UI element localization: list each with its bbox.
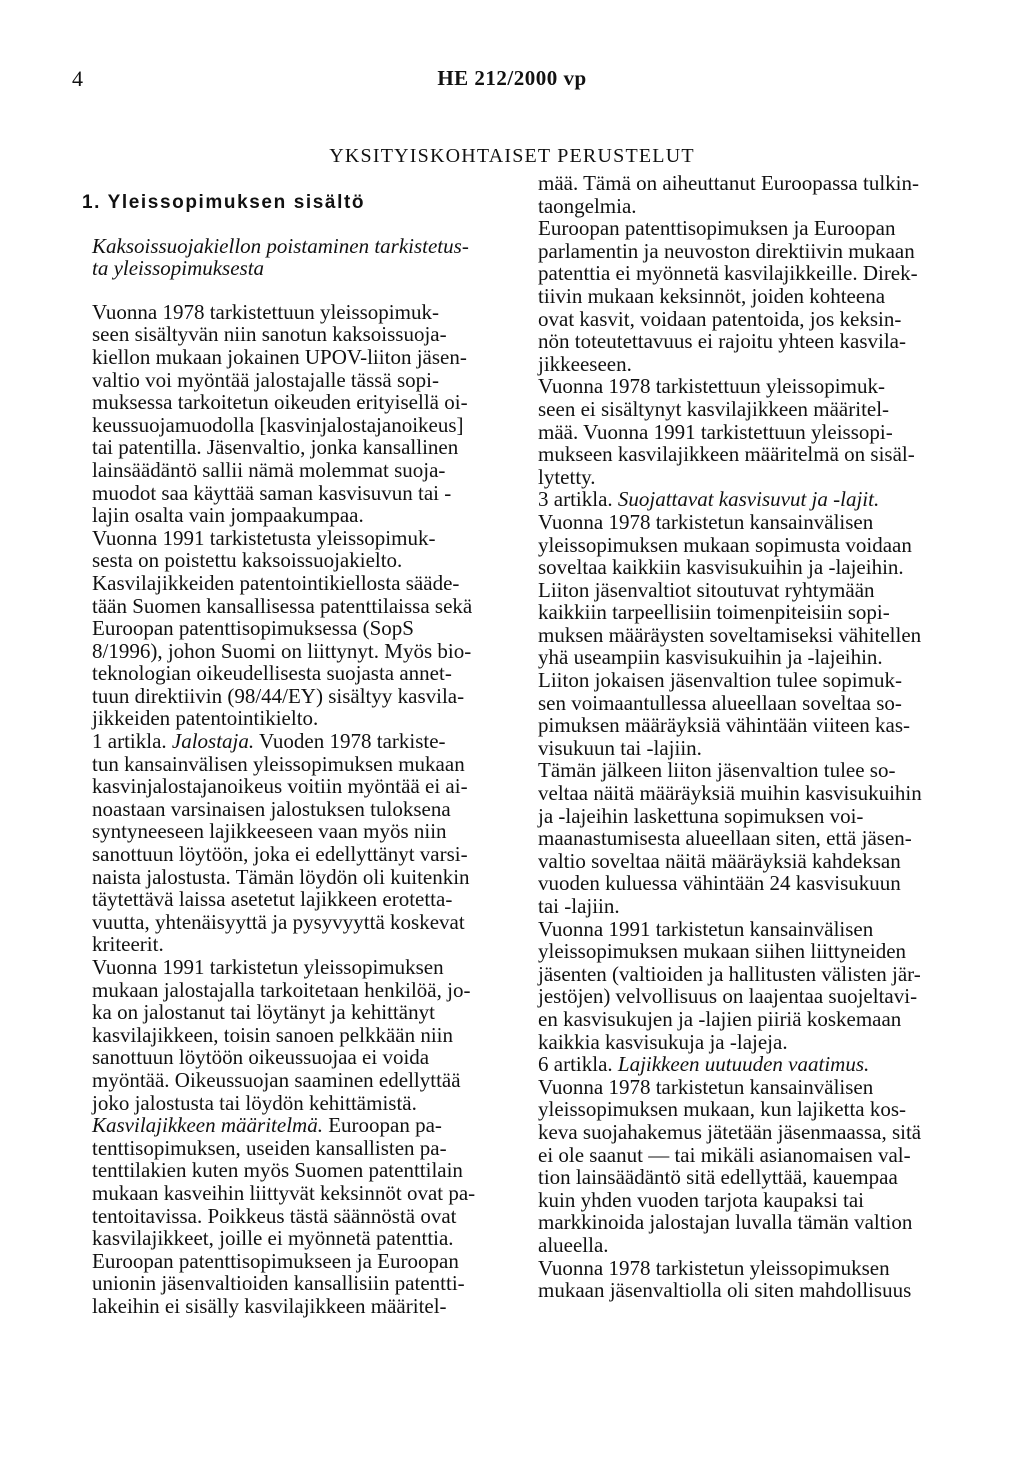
paragraph xyxy=(538,488,970,578)
subheading: Kaksoissuojakiellon poistaminen tarkistetus- ta yleissopimuksesta xyxy=(92,233,469,281)
article-label: 6 artikla. xyxy=(538,1052,618,1077)
paragraph xyxy=(92,730,506,956)
paragraph: Vuonna 1978 tarkistettuun yleissopimuk- seen ei sisältynyt kasvilajikkeen määritel- mää. Vuonna 1991 tarkistettuun yleissopi- mukseen kasvilajikkeen määritelmä on sisäl- lytetty. xyxy=(538,374,915,489)
paragraph: Liiton jokaisen jäsenvaltion tulee sopimuk- sen voimaantullessa alueellaan soveltaa so- pimuksen määräyksiä vähintään viiteen kas- visukuun tai -lajiin. xyxy=(538,668,911,760)
paragraph: Vuonna 1978 tarkistettuun yleissopimuk- seen sisältyvän niin sanotun kaksoissuoja- kiellon mukaan jokainen UPOV-liiton jäsen- valtio voi myöntää jalostajalle tässä sopi- muksessa tarkoitetun oikeuden erityisellä oi- keussuojamuodolla [kasvinjalostajanoikeus] tai patentilla. Jäsenvaltio, jonka kansallinen lainsäädäntö sallii nämä molemmat suoja- muodot saa käyttää saman kasvisuvun tai - lajin osalta vain jompaakumpaa. xyxy=(92,299,468,528)
paragraph-text: Vuoden 1978 tarkiste- tun kansainvälisen yleissopimuksen mukaan kasvinjalostajanoikeus voitiin myöntää ei ai- noastaan varsinaisen jalostuksen tuloksena syntyneeseen lajikkeeseen vaan myös niin sanottuun löytöön, joka ei edellyttänyt varsi- naista jalostusta. Tämän löydön oli kuitenkin täytettävä laissa asetetut lajikkeen erotetta- vuutta, yhtenäisyyttä ja pysyvyyttä koskevat kriteerit. xyxy=(92,729,470,957)
article-title: Lajikkeen uutuuden vaatimus. xyxy=(617,1052,870,1077)
article-title: Jalostaja. xyxy=(171,729,255,754)
paragraph: Kasvilajikkeiden patentointikiellosta sääde- tään Suomen kansallisessa patenttilaissa sekä Euroopan patenttisopimuksessa (SopS 8/1996), johon Suomi on liittynyt. Myös bio- teknologian oikeudellisesta suojasta annet- tuun direktiivin (98/44/EY) sisältyy kasvila- jikkeiden patentointikielto. xyxy=(92,570,473,731)
paragraph-title: Kasvilajikkeen määritelmä. xyxy=(92,1113,323,1138)
paragraph: Vuonna 1991 tarkistetun yleissopimuksen mukaan jalostajalla tarkoitetaan henkilöä, jo- ka on jalostanut tai löytänyt ja kehittänyt kasvilajikkeen, toisin sanoen pelkkään niin sanottuun löytöön oikeussuojaa ei voida myöntää. Oikeussuojan saaminen edellyttää joko jalostusta tai löydön kehittämistä. xyxy=(92,955,471,1115)
paragraph: Euroopan patenttisopimukseen ja Euroopan unionin jäsenvaltioiden kansallisiin patentti- lakeihin ei sisälly kasvilajikkeen määritel- xyxy=(92,1248,465,1318)
paragraph xyxy=(92,1114,506,1250)
paragraph: Vuonna 1978 tarkistetun yleissopimuksen mukaan jäsenvaltiolla oli siten mahdollisuus xyxy=(538,1255,912,1303)
page-header xyxy=(0,66,1024,96)
paragraph: Euroopan patenttisopimuksen ja Euroopan parlamentin ja neuvoston direktiivin mukaan patenttia ei myönnetä kasvilajikkeille. Direk- tiivin mukaan keksinnöt, joiden kohteena ovat kasvit, voidaan patentoida, jos keksin- nön toteutettavuus ei rajoitu yhteen kasvila- jikkeeseen. xyxy=(538,216,918,376)
paragraph: Liiton jäsenvaltiot sitoutuvat ryhtymään kaikkiin tarpeellisiin toimenpiteisiin sopi- muksen määräysten soveltamiseksi vähitellen yhä useampiin kasvisukuihin ja -lajeihin. xyxy=(538,577,922,670)
paragraph-text: Euroopan pa- tenttisopimuksen, useiden kansallisten pa- tenttilakien kuten myös Suomen patenttilain mukaan kasveihin liittyvät keksinnöt ovat pa- tentoitavissa. Poikkeus tästä säännöstä ovat kasvilajikkeet, joille ei myönnetä patenttia. xyxy=(92,1113,476,1251)
chapter-heading: 1. Yleissopimuksen sisältö xyxy=(82,192,366,213)
article-label: 3 artikla. xyxy=(538,487,618,512)
paragraph: Vuonna 1991 tarkistetun kansainvälisen yleissopimuksen mukaan siihen liittyneiden jäsenten (valtioiden ja hallitusten välisten jär- jestöjen) velvollisuus on laajentaa suojeltavi- en kasvisukujen ja -lajien piiriä koskemaan kaikkia kasvisukuja ja -lajeja. xyxy=(538,916,921,1054)
document-id: HE 212/2000 vp xyxy=(437,66,587,90)
article-label: 1 artikla. xyxy=(92,729,172,754)
paragraph xyxy=(538,1053,970,1256)
paragraph: Tämän jälkeen liiton jäsenvaltion tulee so- veltaa näitä määräyksiä muihin kasvisukuihin ja -lajeihin laskettuna sopimuksen voi- maanastumisesta alueellaan siten, että jäsen- valtio soveltaa näitä määräyksiä kahdeksan vuoden kuluessa vähintään 24 kasvisukuun tai -lajiin. xyxy=(538,758,922,918)
left-column xyxy=(82,170,506,1318)
paragraph: Vuonna 1991 tarkistetusta yleissopimuk- sesta on poistettu kaksoissuojakielto. xyxy=(92,525,436,573)
section-title: YKSITYISKOHTAISET PERUSTELUT xyxy=(329,145,695,167)
paragraph-text: Vuonna 1978 tarkistetun kansainvälisen yleissopimuksen mukaan, kun lajiketta kos- keva suojahakemus jätetään jäsenmaassa, sitä ei ole saanut — tai mikäli asianomaisen val- tion lainsäädäntö sitä edellyttää, kauempaa kuin yhden vuoden tarjota kaupaksi tai markkinoida jalostajan luvalla tämän valtion alueella. xyxy=(538,1074,922,1257)
right-column xyxy=(538,172,970,1302)
article-title: Suojattavat kasvisuvut ja -lajit. xyxy=(617,487,880,512)
paragraph: mää. Tämä on aiheuttanut Euroopassa tulkin- taongelmia. xyxy=(538,171,920,218)
paragraph-text: Vuonna 1978 tarkistetun kansainvälisen yleissopimuksen mukaan sopimusta voidaan soveltaa kaikkiin kasvisukuihin ja -lajeihin. xyxy=(538,509,912,580)
page-number: 4 xyxy=(72,66,83,91)
